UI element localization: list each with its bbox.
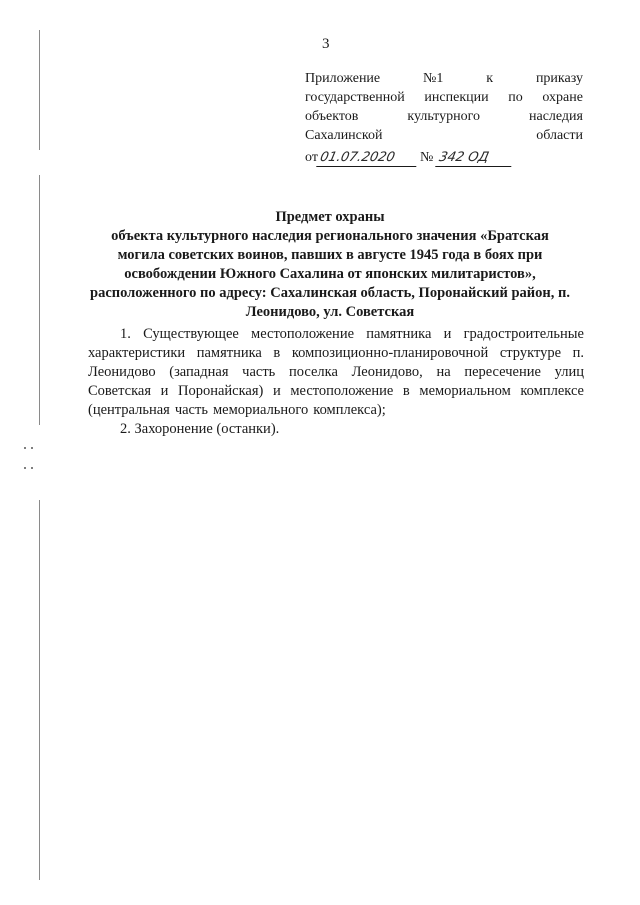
- word: на: [436, 364, 451, 380]
- scan-margin-line: [39, 500, 40, 880]
- scan-margin-dot: [24, 467, 26, 469]
- paragraph-line: [88, 344, 584, 363]
- paragraph-line: [88, 401, 584, 420]
- annex-word: приказу: [535, 71, 583, 86]
- annex-word: Сахалинской: [305, 128, 383, 143]
- title-heading: Предмет охраны: [275, 209, 385, 225]
- annex-date-number: [305, 145, 583, 167]
- scan-margin-dot: [24, 447, 26, 449]
- title-line: могила советских воинов, павших в августе 1945 года в боях при: [117, 247, 543, 263]
- word: мемориального: [212, 402, 309, 418]
- word: градостроительные: [463, 326, 584, 342]
- title-line: освобождении Южного Сахалина от японских милитаристов»,: [124, 266, 536, 282]
- word: в: [273, 345, 281, 361]
- paragraph-2: [88, 420, 584, 439]
- annex-word: Приложение: [305, 71, 381, 86]
- word: мемориальном: [419, 383, 511, 399]
- word: памятника: [366, 326, 432, 342]
- word: композиционно-планировочной: [291, 345, 489, 361]
- annex-word: №1: [423, 71, 444, 86]
- word: местоположение: [290, 383, 394, 399]
- word: и: [272, 383, 281, 399]
- word: Поронайская): [177, 383, 264, 399]
- annex-word: наследия: [528, 109, 583, 124]
- title-line: расположенного по адресу: Сахалинская область, Поронайский район, п.: [90, 285, 570, 301]
- scan-margin-dot: [31, 467, 33, 469]
- scan-margin-line: [39, 30, 40, 150]
- word: часть: [174, 402, 208, 418]
- handwritten-number: 342 ОД: [435, 150, 515, 167]
- word: характеристики: [88, 345, 186, 361]
- annex-word: к: [486, 71, 494, 86]
- annex-word: инспекции: [424, 90, 489, 105]
- word: комплексе: [520, 383, 584, 399]
- annex-word: области: [536, 128, 583, 143]
- word: (западная: [169, 364, 229, 380]
- annex-line: [305, 69, 583, 88]
- paragraph-line: [88, 382, 584, 401]
- word: комплекса);: [313, 402, 386, 418]
- number-sign: №: [419, 150, 434, 165]
- word: Леонидово,: [351, 364, 423, 380]
- page-number: 3: [322, 36, 330, 52]
- annex-word: по: [508, 90, 523, 105]
- document-title: [60, 208, 600, 322]
- annex-word: охране: [542, 90, 583, 105]
- word: часть: [242, 364, 276, 380]
- annex-word: культурного: [407, 109, 481, 124]
- handwritten-date: 01.07.2020: [316, 150, 420, 167]
- annex-word: государственной: [305, 90, 405, 105]
- word: 1.: [120, 326, 131, 342]
- annex-line: [305, 88, 583, 107]
- scan-margin-line: [39, 175, 40, 425]
- title-line: Леонидово, ул. Советская: [245, 304, 415, 320]
- paragraph-line: [88, 363, 584, 382]
- word: памятника: [196, 345, 262, 361]
- word: Существующее: [143, 326, 239, 342]
- word: в: [402, 383, 410, 399]
- word: пересечение: [464, 364, 541, 380]
- scan-margin-dot: [31, 447, 33, 449]
- word: улиц: [554, 364, 584, 380]
- annex-word: объектов: [305, 109, 359, 124]
- word: структуре: [499, 345, 562, 361]
- title-line: объекта культурного наследия регионального значения «Братская: [111, 228, 549, 244]
- word: п.: [572, 345, 584, 361]
- word: Леонидово: [88, 364, 156, 380]
- annex-line: [305, 126, 583, 145]
- annex-line: [305, 107, 583, 126]
- date-prefix: от: [305, 150, 318, 165]
- document-body: [88, 325, 584, 439]
- word: поселка: [288, 364, 338, 380]
- word: Советская: [88, 383, 151, 399]
- word: и: [443, 326, 452, 342]
- word: местоположение: [251, 326, 355, 342]
- annex-reference: [305, 69, 583, 167]
- paragraph-line: [88, 325, 584, 344]
- word: и: [160, 383, 169, 399]
- paragraph-2-text: 2. Захоронение (останки).: [120, 421, 280, 437]
- word: (центральная: [88, 402, 170, 418]
